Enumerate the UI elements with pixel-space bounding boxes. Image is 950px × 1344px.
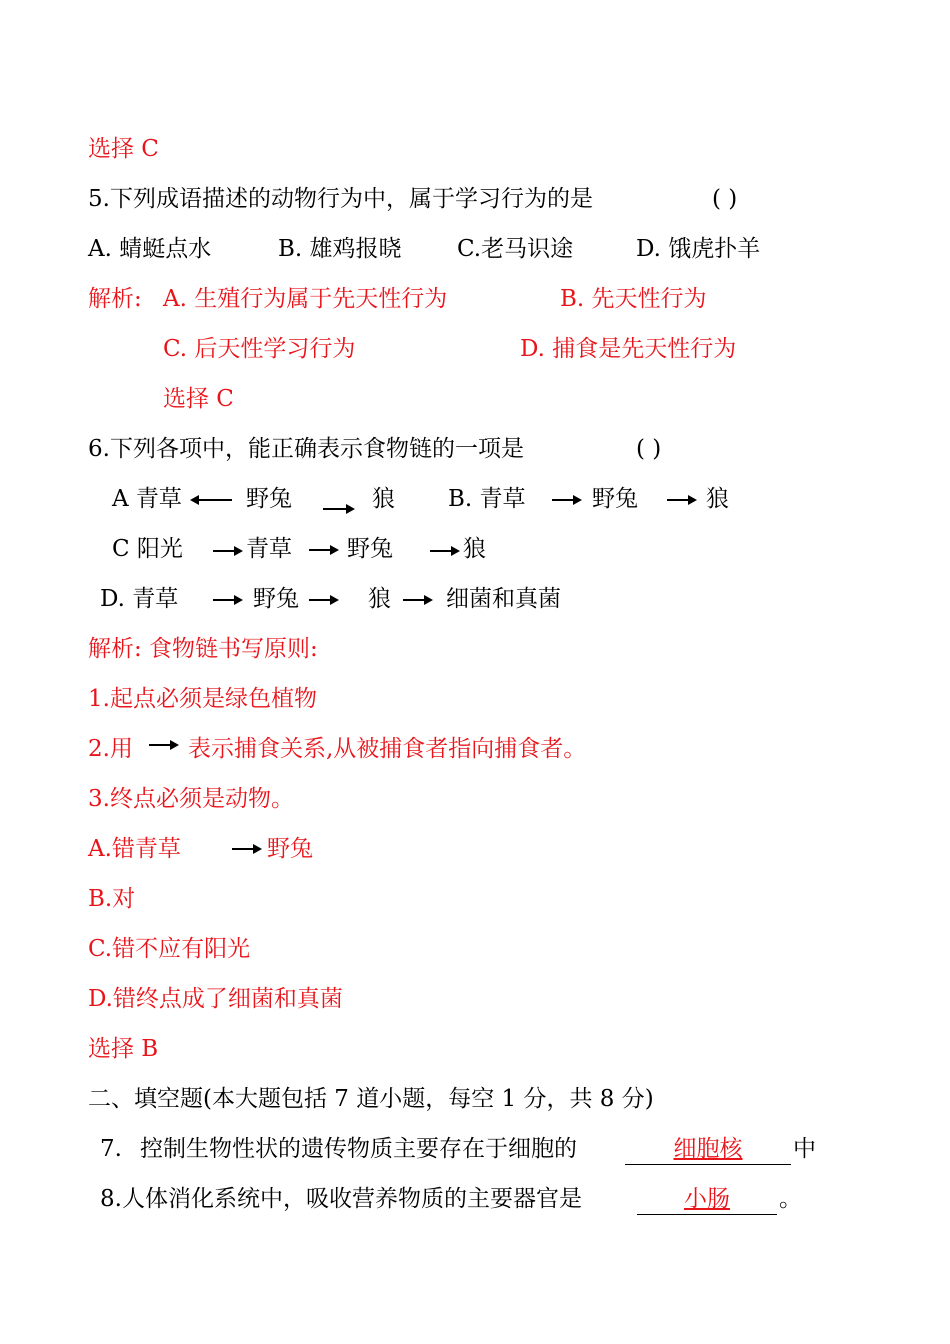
q6-b-wolf: 狼 <box>706 486 729 512</box>
q6-a-rabbit: 野兔 <box>246 486 292 512</box>
q6-expl-a-suffix: 野兔 <box>267 836 313 862</box>
arrow-right-icon <box>667 499 695 501</box>
q8-answer: 小肠 <box>684 1186 730 1212</box>
q6-c-grass: 青草 <box>246 536 292 562</box>
q5-option-b: B. 雄鸡报晓 <box>278 236 402 262</box>
q6-d-grass: D. 青草 <box>100 586 179 612</box>
q7-text: 控制生物性状的遗传物质主要存在于细胞的 <box>140 1136 577 1162</box>
q5-paren: ( ) <box>712 186 738 212</box>
arrow-right-icon <box>149 744 177 746</box>
q5-answer: 选择 C <box>163 386 234 412</box>
q6-a-wolf: 狼 <box>372 486 395 512</box>
q5-analysis-label: 解析: <box>88 286 142 312</box>
q5-analysis-b: B. 先天性行为 <box>560 286 707 312</box>
arrow-right-icon <box>309 549 337 551</box>
q5-option-a: A. 蜻蜓点水 <box>88 236 212 262</box>
arrow-right-icon <box>403 599 431 601</box>
q7-end: 中 <box>793 1136 816 1162</box>
arrow-right-icon <box>213 599 241 601</box>
q5-option-d: D. 饿虎扑羊 <box>636 236 761 262</box>
q6-c-rabbit: 野兔 <box>347 536 393 562</box>
q5-stem: 5.下列成语描述的动物行为中，属于学习行为的是 <box>88 186 593 212</box>
arrow-right-icon <box>552 499 580 501</box>
q6-b-rabbit: 野兔 <box>592 486 638 512</box>
q6-rule-1: 1.起点必须是绿色植物 <box>88 686 317 712</box>
q5-analysis-d: D. 捕食是先天性行为 <box>520 336 737 362</box>
q6-rule-2-prefix: 2.用 <box>88 736 133 762</box>
q6-c-wolf: 狼 <box>463 536 486 562</box>
q7-number: 7. <box>100 1136 122 1162</box>
q6-expl-a-prefix: A.错青草 <box>88 836 181 862</box>
q6-paren: ( ) <box>636 436 662 462</box>
q6-c-sun: C 阳光 <box>112 536 183 562</box>
q8-end: 。 <box>779 1186 802 1212</box>
q6-expl-d: D.错终点成了细菌和真菌 <box>88 986 343 1012</box>
arrow-right-icon <box>323 508 353 510</box>
arrow-right-icon <box>232 848 260 850</box>
q7-answer: 细胞核 <box>673 1136 743 1162</box>
q8-blank <box>637 1184 777 1214</box>
q6-expl-b: B.对 <box>88 886 136 912</box>
q5-analysis-a: A. 生殖行为属于先天性行为 <box>163 286 448 312</box>
arrow-right-icon <box>213 550 241 552</box>
arrow-right-icon <box>309 599 337 601</box>
q6-rule-3: 3.终点必须是动物。 <box>88 786 294 812</box>
q5-option-c: C.老马识途 <box>457 236 574 262</box>
q4-answer: 选择 C <box>88 136 159 162</box>
q6-stem: 6.下列各项中，能正确表示食物链的一项是 <box>88 436 524 462</box>
arrow-right-icon <box>430 550 458 552</box>
q6-a-grass: A 青草 <box>112 486 182 512</box>
q6-b-grass: B. 青草 <box>448 486 526 512</box>
q6-answer: 选择 B <box>88 1036 159 1062</box>
q5-analysis-c: C. 后天性学习行为 <box>163 336 356 362</box>
q6-d-rabbit: 野兔 <box>253 586 299 612</box>
q6-rule-2-suffix: 表示捕食关系,从被捕食者指向捕食者。 <box>188 736 587 762</box>
q8-text: 8.人体消化系统中，吸收营养物质的主要器官是 <box>100 1186 582 1212</box>
q6-d-wolf: 狼 <box>368 586 391 612</box>
section-2-heading: 二、填空题(本大题包括 7 道小题，每空 1 分，共 8 分) <box>88 1086 654 1112</box>
arrow-left-icon <box>192 499 232 501</box>
q7-blank <box>625 1134 791 1164</box>
q6-expl-c: C.错不应有阳光 <box>88 936 251 962</box>
q6-d-decomposers: 细菌和真菌 <box>446 586 561 612</box>
q6-analysis-title: 解析: 食物链书写原则: <box>88 636 318 662</box>
